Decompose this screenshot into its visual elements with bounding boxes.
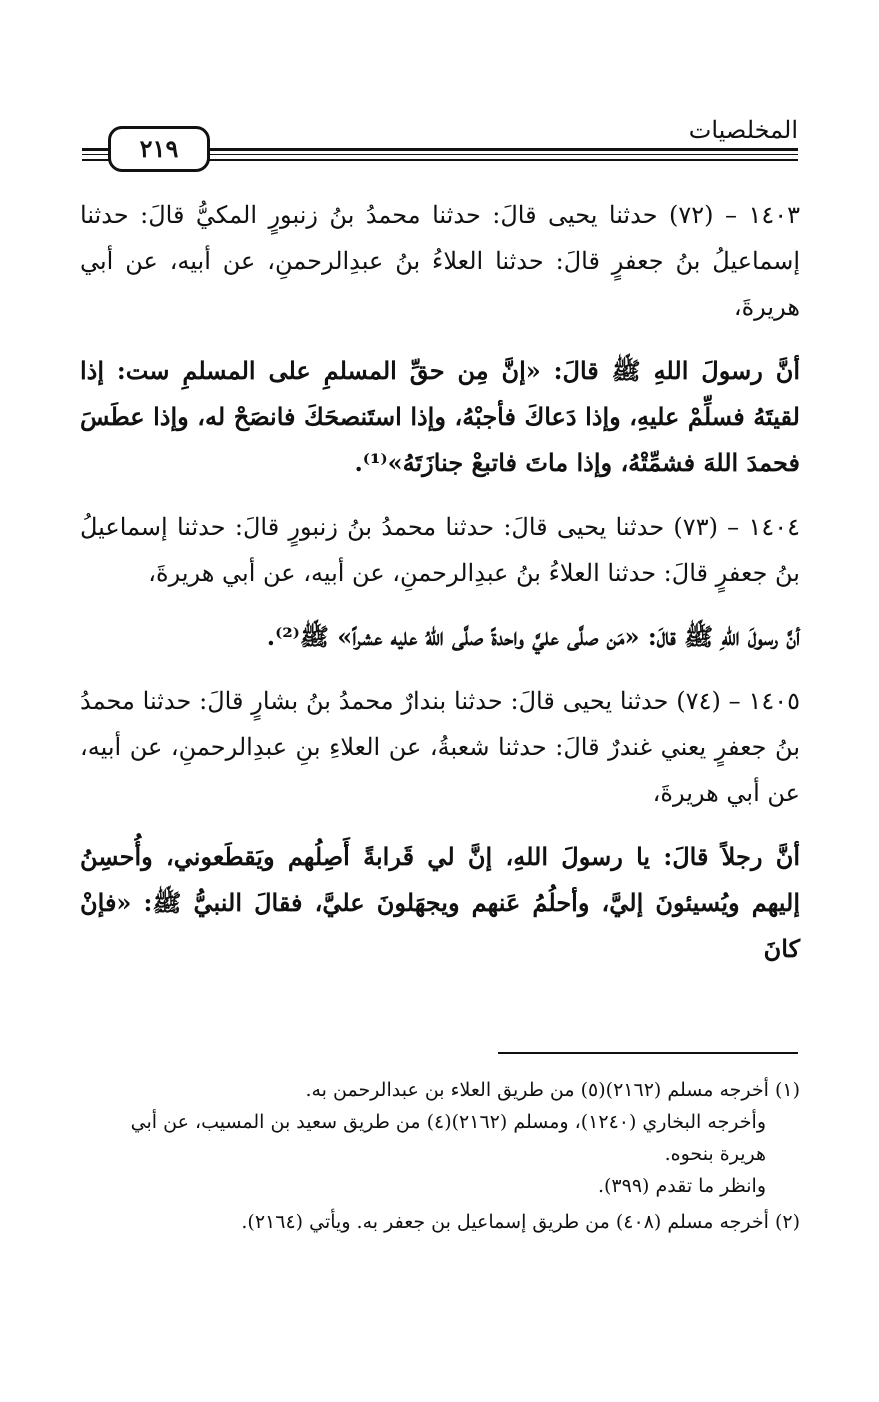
page-number: ٢١٩ xyxy=(108,126,210,172)
hadith-matn-1405: أنَّ رجلاً قالَ: يا رسولَ اللهِ، إنَّ لي قَرابةً أَصِلُهم ويَقطَعوني، وأُحسِنُ إليهم ويُسيئونَ إليَّ، وأحلُمُ عَنهم ويجهَلونَ عليَّ، فقالَ النبيُّ ﷺ: «فإنْ كانَ xyxy=(80,842,800,963)
hadith-matn-1403: أنَّ رسولَ اللهِ ﷺ قالَ: «إنَّ مِن حقِّ المسلمِ على المسلمِ ست: إذا لقيتَهُ فسلِّمْ عليهِ، وإذا دَعاكَ فأجبْهُ، وإذا استَنصحَكَ فانصَحْ له، وإذا عطَسَ فحمدَ اللهَ فشمِّتْهُ، وإذا ماتَ فاتبعْ جنازَتَهُ»⁽¹⁾. xyxy=(80,356,800,477)
running-title: المخلصيات xyxy=(688,116,798,144)
page-header xyxy=(82,112,798,172)
hadith-matn-1404: أنَّ رسولَ اللهِ ﷺ قالَ: «مَن صلَّى عليَّ واحدةً صلَّى اللهُ عليه عشراً» ﷺ⁽²⁾. xyxy=(266,622,800,651)
footnote-1-continued: وأخرجه البخاري (١٢٤٠)، ومسلم (٢١٦٢)(٤) من طريق سعيد بن المسيب، عن أبي هريرة بنحوه. xyxy=(130,1111,766,1165)
footnote-1-continued: وانظر ما تقدم (٣٩٩). xyxy=(597,1175,766,1197)
footnote-1: (١) أخرجه مسلم (٢١٦٢)(٥) من طريق العلاء بن عبدالرحمن به. xyxy=(305,1079,800,1101)
footnotes xyxy=(80,1074,800,1242)
footnote-2: (٢) أخرجه مسلم (٤٠٨) من طريق إسماعيل بن جعفر به. ويأتي (٢١٦٤). xyxy=(241,1211,800,1233)
hadith-isnad-1405: ١٤٠٥ – (٧٤) حدثنا يحيى قالَ: حدثنا بندارٌ محمدُ بنُ بشارٍ قالَ: حدثنا محمدُ بنُ جعفرٍ يعني غندرٌ قالَ: حدثنا شعبةُ، عن العلاءِ بنِ عبدِالرحمنِ، عن أبيه، عن أبي هريرةَ، xyxy=(80,687,800,807)
hadith-isnad-1403: ١٤٠٣ – (٧٢) حدثنا يحيى قالَ: حدثنا محمدُ بنُ زنبورٍ المكيُّ قالَ: حدثنا إسماعيلُ بنُ جعفرٍ قالَ: حدثنا العلاءُ بنُ عبدِالرحمنِ، عن أبيه، عن أبي هريرةَ، xyxy=(80,201,800,321)
footnote-separator xyxy=(498,1052,798,1054)
main-text xyxy=(80,192,800,990)
hadith-isnad-1404: ١٤٠٤ – (٧٣) حدثنا يحيى قالَ: حدثنا محمدُ بنُ زنبورٍ قالَ: حدثنا إسماعيلُ بنُ جعفرٍ قالَ: حدثنا العلاءُ بنُ عبدِالرحمنِ، عن أبيه، عن أبي هريرةَ، xyxy=(80,513,800,587)
